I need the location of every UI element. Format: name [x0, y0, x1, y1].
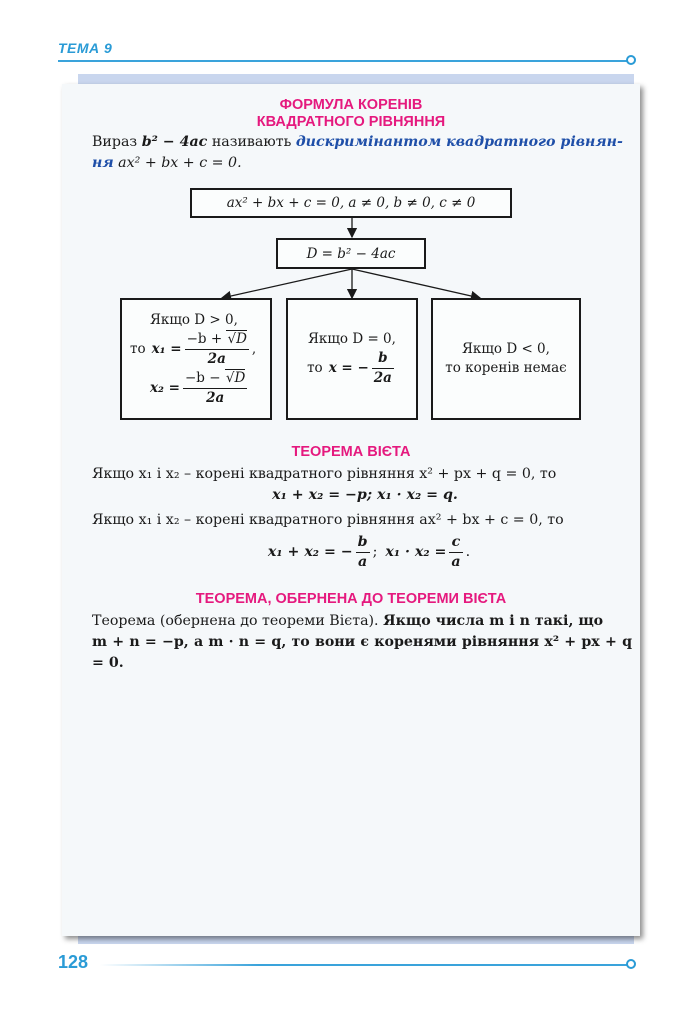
case-negative-condition: Якщо D < 0, [462, 341, 550, 357]
vieta-line: Якщо x₁ і x₂ – корені квадратного рівняння x² + px + q = 0, то [92, 466, 557, 482]
text: то [130, 340, 146, 357]
sqrt-arg: D [234, 369, 246, 386]
case-negative-box [431, 298, 581, 420]
section-title-line: КВАДРАТНОГО РІВНЯННЯ [256, 114, 446, 130]
section-title-vieta: ТЕОРЕМА ВІЄТА [291, 444, 411, 460]
theorem-statement-end: m + n = −p, а m · n = q, то вони є коренями рівняння x² + px + q = 0. [92, 634, 632, 671]
denominator: 2a [207, 350, 226, 367]
text: називають [211, 134, 292, 150]
theme-label: ТЕМА 9 [58, 40, 113, 56]
case-zero-condition: Якщо D = 0, [308, 331, 396, 347]
arrow-to-case-positive [222, 269, 352, 298]
denominator: a [451, 554, 461, 570]
page-number: 128 [58, 952, 89, 972]
x1-label: x₁ = [151, 340, 182, 357]
x-fraction [372, 349, 394, 388]
numerator: b [372, 349, 394, 369]
vieta-general-formulas [92, 533, 632, 572]
converse-vieta-theorem [92, 611, 632, 674]
equation-conditions: ax² + bx + c = 0, a ≠ 0, b ≠ 0, c ≠ 0 [226, 195, 476, 211]
denominator: 2a [373, 370, 392, 386]
case-negative-result: то коренів немає [445, 360, 567, 376]
x1-fraction: $\frac{-b + √D}{2a}$ [186, 330, 247, 367]
arrow-to-case-negative [352, 269, 480, 298]
semicolon: ; [372, 544, 378, 560]
quadratic-equation: ax² + bx + c = 0. [118, 155, 242, 171]
case-positive-box [120, 298, 272, 420]
sum-label: x₁ + x₂ = − [267, 544, 353, 560]
discriminant-term: дискримінантом квадратного рівнян- [295, 134, 623, 150]
vieta-formulas: x₁ + x₂ = −p; x₁ · x₂ = q. [272, 487, 458, 503]
case-zero-box [286, 298, 418, 420]
x-label: x = − [328, 360, 369, 376]
equation-conditions-box [190, 188, 512, 218]
text: Вираз [92, 134, 138, 150]
theorem-statement-start: Якщо числа m і n такі, що [383, 613, 604, 629]
discriminant-term-end: ня [92, 155, 114, 171]
denominator: 2a [206, 389, 225, 406]
x2-fraction: $\frac{-b - √D}{2a}$ [184, 369, 246, 406]
theorem-name: Теорема (обернена до теореми Вієта). [92, 613, 379, 629]
numerator: b [356, 533, 370, 553]
discriminant-formula: D = b² − 4ac [306, 245, 396, 262]
case-zero-root [307, 349, 397, 388]
discriminant-expression: b² − 4ac [141, 134, 208, 150]
text: −b + [186, 330, 227, 347]
text: −b − [184, 369, 225, 386]
text: то [307, 360, 323, 376]
denominator: a [358, 554, 368, 570]
section-title-line: ФОРМУЛА КОРЕНІВ [279, 97, 423, 113]
comma: , [251, 340, 257, 357]
section-title-converse-vieta: ТЕОРЕМА, ОБЕРНЕНА ДО ТЕОРЕМИ ВІЄТА [195, 591, 507, 607]
case-positive-x1 [130, 330, 256, 369]
numerator: c [449, 533, 462, 553]
vieta-theorem [92, 464, 632, 572]
sqrt-arg: D [236, 330, 247, 347]
discriminant-box [276, 238, 426, 269]
case-positive-x2 [130, 369, 250, 408]
period: . [465, 544, 471, 560]
case-positive-condition: Якщо D > 0, [150, 311, 238, 328]
x2-label: x₂ = [150, 379, 180, 396]
product-label: x₁ · x₂ = [385, 544, 447, 560]
product-fraction [449, 533, 462, 572]
vieta-line: Якщо x₁ і x₂ – корені квадратного рівняння ax² + bx + c = 0, то [92, 512, 564, 528]
sum-fraction [356, 533, 370, 572]
